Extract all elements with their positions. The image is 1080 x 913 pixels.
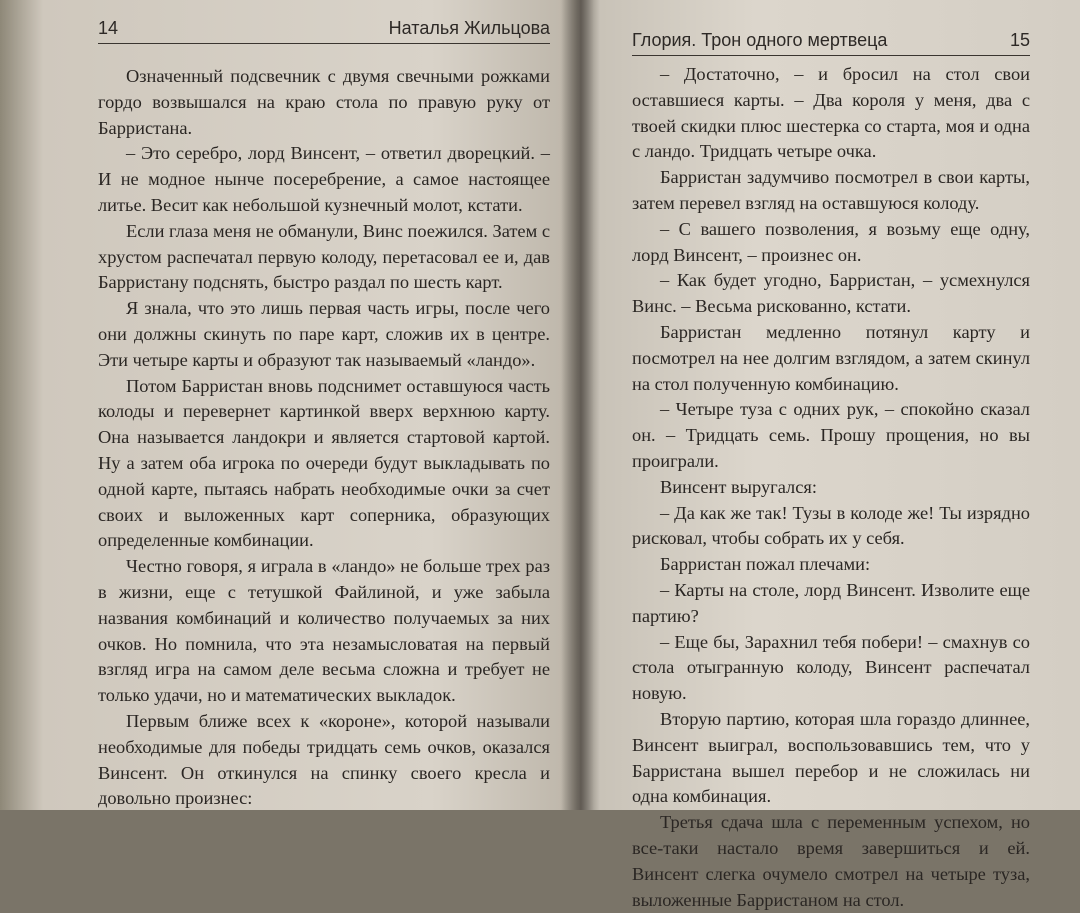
paragraph: Вторую партию, которая шла гораздо длиннее, Винсент выиграл, воспользовавшись тем, что у Барристана вышел перебор и не сложилась ни одна комбинация.	[632, 708, 1030, 807]
paragraph: – Карты на столе, лорд Винсент. Изволите еще партию?	[632, 579, 1030, 626]
author-name: Наталья Жильцова	[388, 18, 550, 38]
paragraph: Барристан пожал плечами:	[660, 554, 871, 575]
right-running-header	[632, 30, 1030, 56]
paragraph: Честно говоря, я играла в «ландо» не больше трех раз в жизни, еще с тетушкой Файлиной, и уже забыла названия комбинаций и количество получаемых за них очков. Но помнила, что эта незамысловатая на первый взгляд игра на самом деле весьма сложна и требует не только удачи, но и математических выкладок.	[98, 556, 550, 706]
paragraph: Барристан медленно потянул карту и посмотрел на нее долгим взглядом, а затем скинул на стол полученную комбинацию.	[632, 321, 1030, 394]
paragraph: – Еще бы, Зарахнил тебя побери! – смахнув со стола отыгранную колоду, Винсент распечатал новую.	[632, 631, 1030, 704]
paragraph: Третья сдача шла с переменным успехом, но все-таки настало время завершиться и ей. Винсент слегка очумело смотрел на четыре туза, выложенные Барристаном на стол.	[632, 812, 1030, 910]
right-page	[590, 0, 1070, 910]
paragraph: Первым ближе всех к «короне», которой называли необходимые для победы тридцать семь очков, оказался Винсент. Он откинулся на спинку своего кресла и довольно произнес:	[98, 710, 550, 809]
paragraph: Винсент выругался:	[660, 476, 817, 497]
left-page-body	[98, 64, 550, 812]
paragraph: – Как будет угодно, Барристан, – усмехнулся Винс. – Весьма рискованно, кстати.	[632, 270, 1030, 317]
book-title: Глория. Трон одного мертвеца	[632, 30, 888, 50]
page-number-right: 15	[1009, 30, 1030, 50]
paragraph: – Да как же так! Тузы в колоде же! Ты изрядно рисковал, чтобы собрать их у себя.	[632, 502, 1030, 549]
paragraph: Барристан задумчиво посмотрел в свои карты, затем перевел взгляд на оставшуюся колоду.	[632, 167, 1030, 213]
paragraph: Если глаза меня не обманули, Винс поежился. Затем с хрустом распечатал первую колоду, перетасовал ее и, дав Барристану подснять, быстро раздал по шесть карт.	[98, 220, 550, 293]
left-page	[60, 0, 570, 810]
paragraph: Потом Барристан вновь подснимет оставшуюся часть колоды и перевернет картинкой вверх верхнюю карту. Она называется ландокри и является стартовой картой. Ну а затем оба игрока по очереди будут выкладывать по одной карте, пытаясь набрать необходимые очки за счет своих и выложенных карт соперника, образующих определенные комбинации.	[98, 375, 550, 551]
paragraph: – Достаточно, – и бросил на стол свои оставшиеся карты. – Два короля у меня, два с твоей скидки плюс шестерка со старта, моя и одна с ландо. Тридцать четыре очка.	[632, 64, 1030, 162]
paragraph: – С вашего позволения, я возьму еще одну, лорд Винсент, – произнес он.	[632, 218, 1030, 265]
paragraph: – Это серебро, лорд Винсент, – ответил дворецкий. – И не модное нынче посеребрение, а самое настоящее литье. Весит как небольшой кузнечный молот, кстати.	[98, 143, 550, 215]
right-page-body	[632, 62, 1030, 913]
paragraph: Я знала, что это лишь первая часть игры, после чего они должны скинуть по паре карт, сложив их в центре. Эти четыре карты и образуют так называемый «ландо».	[98, 298, 550, 370]
paragraph: Означенный подсвечник с двумя свечными рожками гордо возвышался на краю стола по правую руку от Барристана.	[98, 66, 550, 138]
left-running-header	[98, 18, 550, 44]
paragraph: – Четыре туза с одних рук, – спокойно сказал он. – Тридцать семь. Прошу прощения, но вы проиграли.	[632, 399, 1030, 471]
page-number-left: 14	[98, 18, 119, 38]
